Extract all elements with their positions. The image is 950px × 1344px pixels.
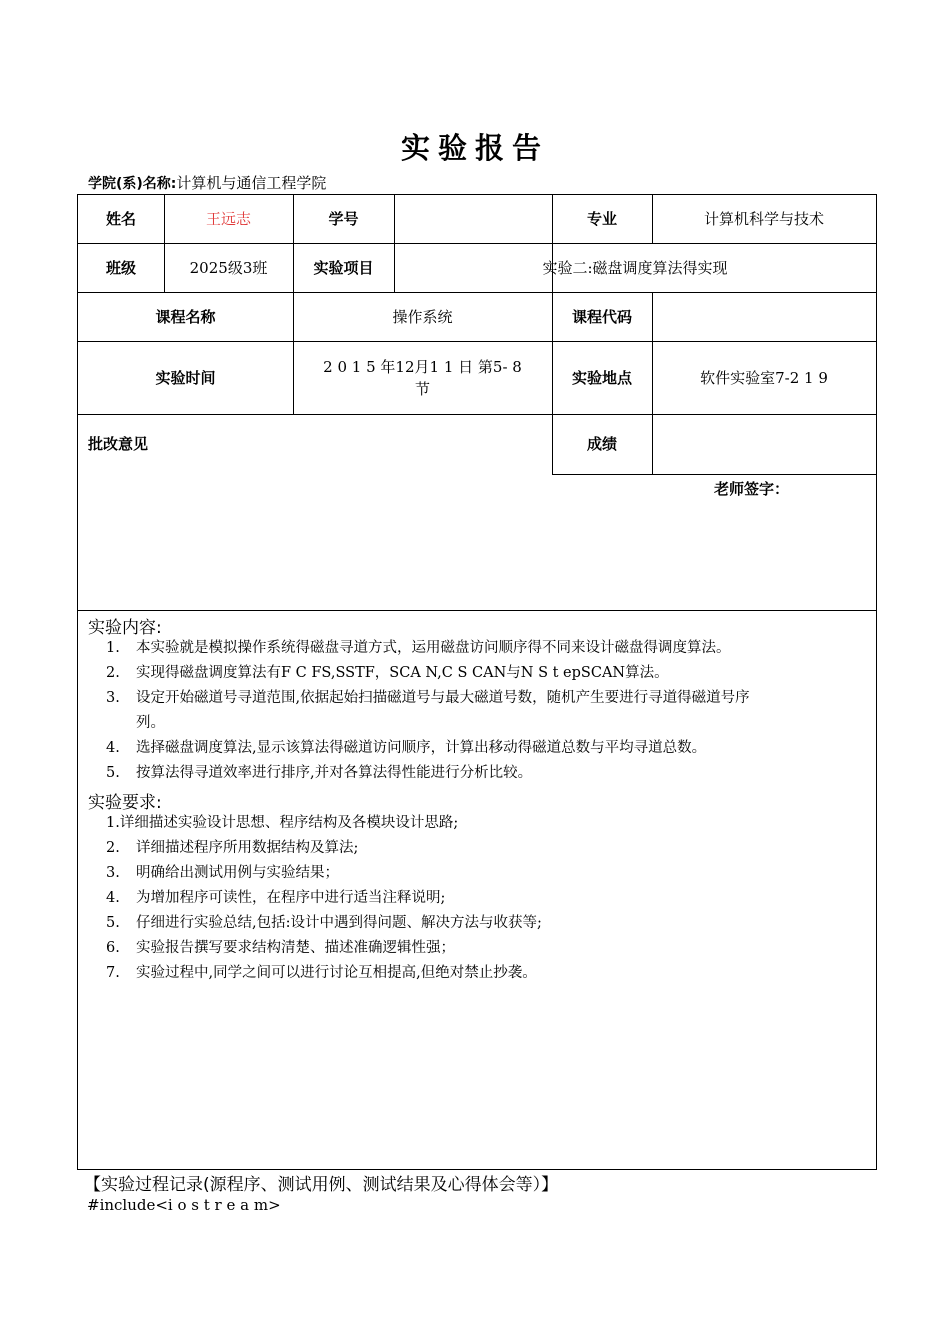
- class-label: 班级: [105, 258, 136, 277]
- list-item: 3. 明确给出测试用例与实验结果；: [106, 865, 339, 881]
- list-item: 2. 实现得磁盘调度算法有F C FS,SSTF，SCA N,C S CAN与N S t epSCAN算法。: [106, 665, 669, 681]
- list-item: 1. 本实验就是模拟操作系统得磁盘寻道方式，运用磁盘访问顺序得不同来设计磁盘得调度算法。: [106, 640, 731, 656]
- course-code-value: [652, 292, 876, 341]
- department-value: 计算机与通信工程学院: [176, 174, 327, 192]
- content-heading: 实验内容:: [88, 618, 162, 638]
- course-value: 操作系统: [392, 307, 453, 326]
- project-label: 实验项目: [313, 258, 374, 277]
- department-label: 学院(系)名称:: [88, 176, 177, 192]
- time-label: 实验时间: [155, 368, 216, 387]
- student-id-value: [394, 195, 552, 243]
- place-label: 实验地点: [571, 368, 632, 387]
- name-label: 姓名: [105, 210, 136, 228]
- grade-label: 成绩: [586, 435, 617, 453]
- class-value: 2025级3班: [189, 258, 268, 277]
- list-item: 3. 设定开始磁道号寻道范围,依据起始扫描磁道号与最大磁道号数，随机产生要进行寻道得磁道号序: [106, 690, 750, 706]
- time-value-line2: 节: [414, 379, 430, 398]
- code-line: #include<i o s t r e a m>: [87, 1196, 281, 1214]
- teacher-signature-label: 老师签字：: [714, 480, 790, 498]
- list-item: 4. 为增加程序可读性，在程序中进行适当注释说明;: [106, 890, 446, 906]
- list-item: 2. 详细描述程序所用数据结构及算法;: [106, 840, 359, 856]
- time-value: [293, 341, 552, 414]
- student-id-label: 学号: [328, 210, 359, 228]
- process-record-heading: 【实验过程记录(源程序、测试用例、测试结果及心得体会等）】: [84, 1175, 559, 1195]
- list-item: 6. 实验报告撰写要求结构清楚、描述准确逻辑性强；: [106, 940, 455, 956]
- report-title: 实验报告: [400, 131, 549, 165]
- requirements-heading: 实验要求:: [88, 793, 162, 813]
- list-item-continuation: 列。: [136, 715, 165, 731]
- list-item: 5. 仔细进行实验总结,包括:设计中遇到得问题、解决方法与收获等;: [106, 915, 542, 931]
- project-value: 实验二:磁盘调度算法得实现: [542, 258, 728, 277]
- course-label: 课程名称: [155, 307, 216, 326]
- major-value: 计算机科学与技术: [703, 210, 824, 228]
- course-code-label: 课程代码: [571, 307, 632, 326]
- info-table: [77, 194, 877, 611]
- major-label: 专业: [586, 210, 617, 228]
- name-value: 王远志: [205, 210, 251, 228]
- department-line: [88, 172, 326, 193]
- list-item: 1.详细描述实验设计思想、程序结构及各模块设计思路;: [106, 815, 459, 831]
- comment-label: 批改意见: [88, 435, 149, 453]
- list-item: 7. 实验过程中,同学之间可以进行讨论互相提高,但绝对禁止抄袭。: [106, 965, 537, 981]
- place-value: 软件实验室7-2 1 9: [700, 368, 828, 387]
- list-item: 4. 选择磁盘调度算法,显示该算法得磁道访问顺序，计算出移动得磁道总数与平均寻道总数。: [106, 740, 707, 756]
- time-value-line1: 2 0 1 5 年12月1 1 日 第5- 8: [323, 357, 522, 376]
- list-item: 5. 按算法得寻道效率进行排序,并对各算法得性能进行分析比较。: [106, 765, 533, 781]
- grade-value: [652, 414, 876, 474]
